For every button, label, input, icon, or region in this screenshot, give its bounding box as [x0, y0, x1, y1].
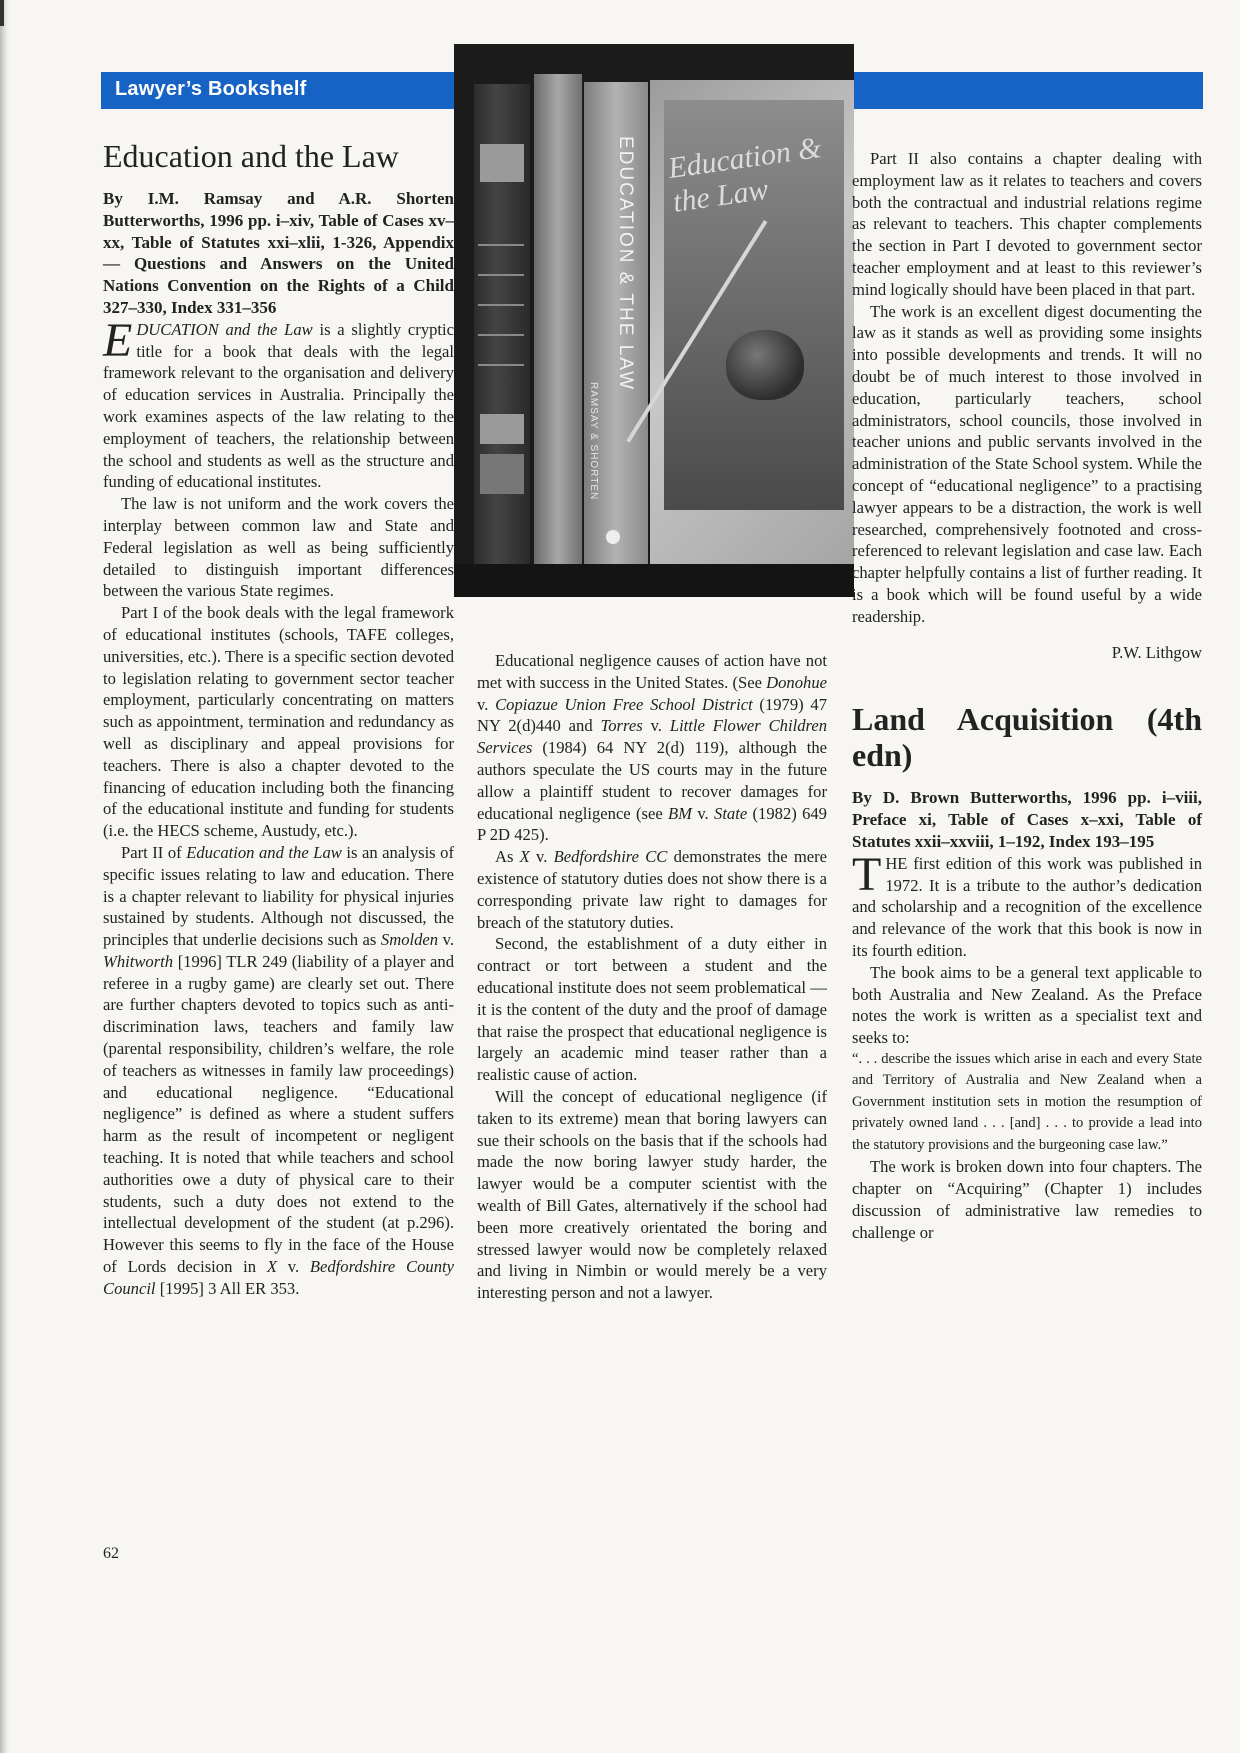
reviewer-signature: P.W. Lithgow [1111, 642, 1202, 662]
block-quote: “. . . describe the issues which arise in each and every State and Territory of Australia and New Zealand when a Government institution sets in motion the resumption of privately owned land . . . [and] . . . to provide a lead into the statutory provisions and the burgeoning case law.” [852, 1050, 1202, 1153]
review-paragraph: The book aims to be a general text applicable to both Australia and New Zealand. As the Preface notes the work is written as a specialist text and seeks to: [852, 962, 1202, 1048]
review-paragraph: The law is not uniform and the work covers the interplay between common law and State and Federal legislation as well as being sufficiently detailed to distinguish important differences between the various State regimes. [103, 494, 454, 601]
publisher-logo-icon [606, 530, 620, 544]
page-number: 62 [103, 1545, 119, 1562]
review-paragraph: Will the concept of educational negligence (if taken to its extreme) mean that boring lawyers can sue their schools on the basis that if the schools had made the now boring lawyer study harder, the lawyer would be a computer scientist with the wealth of Bill Gates, alternatively if the school had been more creatively orientated the boring and stressed lawyer would now be completely relaxed and living in Nimbin or would merely be a very interesting person and not a lawyer. [477, 1086, 827, 1303]
review-paragraph: THE first edition of this work was published in 1972. It is a tribute to the author’s dedication and scholarship and a recognition of the excellence and relevance of the work that this book is now in its fourth edition. [852, 847, 1202, 960]
shelf [454, 564, 854, 597]
review-title: Land Acquisition (4th edn) [852, 701, 1202, 774]
column-1 [103, 138, 454, 1300]
review-byline: By D. Brown Butterworths, 1996 pp. i–viii, Preface xi, Table of Cases x–xxi, Table of Statutes xxii–xxviii, 1–192, Index 193–195 [852, 788, 1202, 851]
review-paragraph: Part II also contains a chapter dealing with employment law as it relates to teachers and covers both the contractual and industrial relations regime as relevant to teachers. This chapter complements the section in Part I devoted to government sector teacher employment and at least to this reviewer’s mind logically should have been placed in that part. [852, 149, 1202, 299]
spine-authors: RAMSAY & SHORTEN [588, 382, 599, 501]
book-photo [454, 44, 854, 597]
spine-title: EDUCATION & THE LAW [615, 136, 636, 392]
grey-book-spine [534, 74, 582, 574]
review-paragraph: Second, the establishment of a duty either in contract or tort between a student and the educational institute does not seem problematical — it is the content of the duty and the proof of damage that raise the prospect that educational negligence is largely an academic mind teaser rather than a realistic cause of action. [477, 934, 827, 1085]
apple-icon [726, 330, 804, 400]
drop-cap: T [852, 847, 882, 901]
review-paragraph: The work is an excellent digest documenting the law as it stands as well as providing some insights into possible developments and trends. It will no doubt be of much interest to those involved in education, particularly teachers, school administrators, school councils, those involved in teacher unions and public servants involved in the administration of the State School system. While the concept of “educational negligence” to a practising lawyer appears to be a distraction, the work is well researched, comprehensively footnoted and cross-referenced to relevant legislation and case law. Each chapter helpfully contains a list of further reading. It is a book which will be found useful by a wide readership. [852, 301, 1202, 626]
review-paragraph: The work is broken down into four chapters. The chapter on “Acquiring” (Chapter 1) includes discussion of administrative law remedies to challenge or [852, 1157, 1202, 1242]
review-paragraph: Part I of the book deals with the legal framework of educational institutes (schools, TAFE colleges, universities, etc.). There is a specific section devoted to legislation relating to government sector teacher employment, particularly concentrating on matters such as appointment, termination and redundancy as well as disciplinary and appeal provisions for teachers. There is also a chapter devoted to the financing of education including both the financing of the educational institute and funding for students (i.e. the HECS scheme, Austudy, etc.). [103, 603, 454, 841]
drop-cap: E [103, 313, 133, 367]
cover-artwork [664, 100, 844, 510]
review-paragraph: EDUCATION and the Law is a slightly cryptic title for a book that deals with the legal framework relevant to the organisation and delivery of education services in Australia. Principally the work examines aspects of the law relating to the employment of teachers, the relationship between the school and students as well as the structure and funding of educational institutes. [103, 313, 455, 492]
review-title: Education and the Law [103, 138, 399, 174]
book-cover [650, 80, 854, 580]
column-2 [477, 650, 827, 1304]
column-3 [852, 148, 1202, 1244]
review-byline: By I.M. Ramsay and A.R. Shorten Butterworths, 1996 pp. i–xiv, Table of Cases xv–xx, Table of Statutes xxi–xlii, 1-326, Appendix — Questions and Answers on the United Nations Convention on the Rights of a Child 327–330, Index 331–356 [103, 189, 454, 317]
dark-book-spine [474, 84, 530, 574]
review-paragraph: Part II of Education and the Law is an analysis of specific issues relating to law and education. There is a chapter relevant to liability for physical injuries sustained by students. Although not discussed, the principles that underlie decisions such as Smolden v. Whitworth [1996] TLR 249 (liability of a player and referee in a rugby game) are clearly set out. There are further chapters devoted to topics such as anti-discrimination laws, teachers and family law (parental responsibility, children’s welfare, the role of teachers as witnesses in family law proceedings) and educational negligence. “Educational negligence” is defined as where a student suffers harm as the result of incompetent or negligent teaching. It is noted that while teachers and school authorities owe a duty of physical care to their students, such a duty does not extend to the intellectual development of the student (at p.296). However this seems to fly in the face of the House of Lords decision in X v. Bedfordshire County Council [1995] 3 All ER 353. [103, 842, 454, 1298]
banner-label: Lawyer’s Bookshelf [115, 78, 307, 100]
review-paragraph: Educational negligence causes of action have not met with success in the United States. (See Donohue v. Copiazue Union Free School District (1979) 47 NY 2(d)440 and Torres v. Little Flower Children Services (1984) 64 NY 2(d) 119), although the authors speculate the US courts may in the future allow a plaintiff student to recover damages for educational negligence (see BM v. State (1982) 649 P 2D 425). [477, 651, 827, 845]
review-paragraph: As X v. Bedfordshire CC demonstrates the mere existence of statutory duties does not show there is a corresponding private law right to damages for breach of the statutory duties. [477, 847, 827, 932]
education-law-spine [584, 82, 648, 576]
cover-title: Education & the Law [666, 130, 824, 219]
page-binding-edge [0, 0, 10, 1753]
page-edge-mark [0, 0, 4, 26]
